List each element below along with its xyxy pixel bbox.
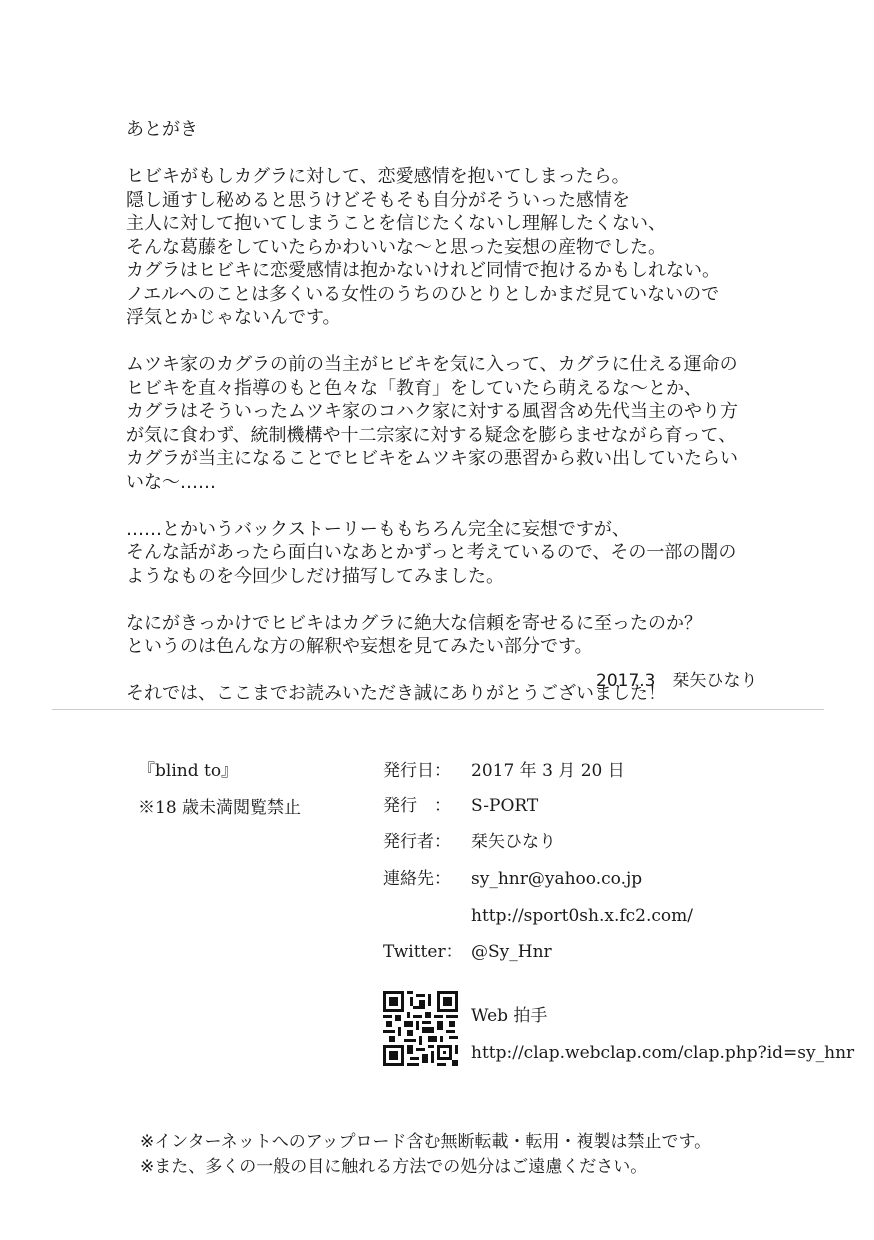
row-value: S-PORT [471, 796, 539, 816]
row-key: 発行 ： [383, 796, 451, 816]
book-title: 『blind to』 [138, 761, 239, 781]
colophon-row-author [383, 827, 556, 857]
row-key: 連絡先： [383, 869, 451, 889]
afterword-line: そんな話があったら面白いなあとかずっと考えているので、その一部の闇の [126, 542, 737, 563]
note-line: ※また、多くの一般の目に触れる方法での処分はご遠慮ください。 [140, 1157, 648, 1177]
signature: 2017.3 栞矢ひなり [596, 671, 758, 691]
webclap-link[interactable]: http://clap.webclap.com/clap.php?id=sy_hnr [471, 1043, 855, 1063]
colophon-row-twitter [383, 937, 552, 967]
row-key: 発行者： [383, 832, 451, 852]
paragraph-gap [126, 330, 806, 354]
afterword-line: いな〜…… [126, 471, 216, 493]
colophon-row-date [383, 756, 625, 786]
afterword-line: 浮気とかじゃないんです。 [126, 307, 341, 328]
paragraph-gap [126, 494, 806, 518]
colophon-row-publisher [383, 791, 538, 821]
colophon-row-contact [383, 864, 642, 894]
afterword-line: それでは、ここまでお読みいただき誠にありがとうございました！ [126, 683, 666, 704]
divider [52, 709, 824, 710]
afterword-line: カグラが当主になることでヒビキをムツキ家の悪習から救い出していたらい [126, 448, 738, 469]
afterword-line: ノエルへのことは多くいる女性のうちのひとりとしかまだ見ていないので [126, 283, 720, 305]
afterword-line: 主人に対して抱いてしまうことを信じたくないし理解したくない、 [126, 213, 666, 234]
afterword-line: ようなものを今回少しだけ描写してみました。 [126, 565, 504, 587]
afterword-line: ヒビキがもしカグラに対して、恋愛感情を抱いてしまったら。 [126, 166, 630, 187]
row-value: 栞矢ひなり [471, 832, 556, 852]
afterword-line: カグラはヒビキに恋愛感情は抱かないけれど同情で抱けるかもしれない。 [126, 260, 720, 281]
afterword-line: ムツキ家のカグラの前の当主がヒビキを気に入って、カグラに仕える運命の [126, 354, 738, 375]
webclap-label: Web 拍手 [471, 1006, 548, 1026]
afterword-line: 隠し通すし秘めると思うけどそもそも自分がそういった感情を [126, 189, 630, 211]
afterword-heading: あとがき [126, 119, 198, 140]
note-line: ※インターネットへのアップロード含む無断転載・転用・複製は禁止です。 [140, 1132, 712, 1152]
afterword-line: ヒビキを直々指導のもと色々な「教育」をしていたら萌えるな〜とか、 [126, 377, 702, 399]
row-key: Twitter： [383, 942, 463, 962]
colophon-row-website [383, 901, 693, 931]
twitter-handle[interactable]: @Sy_Hnr [471, 942, 552, 962]
row-key: 発行日： [383, 761, 451, 781]
afterword-line: そんな葛藤をしていたらかわいいな〜と思った妄想の産物でした。 [126, 236, 666, 258]
afterword-line: というのは色んな方の解釈や妄想を見てみたい部分です。 [126, 636, 593, 657]
copyright-notes [140, 1130, 711, 1180]
website-link[interactable]: http://sport0sh.x.fc2.com/ [471, 906, 693, 926]
afterword-line: が気に食わず、統制機構や十二宗家に対する疑念を膨らませながら育って、 [126, 424, 737, 446]
afterword [126, 118, 806, 706]
age-rating: ※18 歳未満閲覧禁止 [138, 798, 302, 818]
afterword-line: ……とかいうバックストーリーももちろん完全に妄想ですが、 [126, 518, 630, 540]
afterword-line: なにがきっかけでヒビキはカグラに絶大な信頼を寄せるに至ったのか？ [126, 612, 702, 634]
afterword-line: カグラはそういったムツキ家のコハク家に対する風習含め先代当主のやり方 [126, 401, 738, 422]
qr-code-icon [383, 991, 458, 1066]
row-value: 2017 年 3 月 20 日 [471, 761, 625, 781]
paragraph-gap [126, 588, 806, 612]
contact-email[interactable]: sy_hnr@yahoo.co.jp [471, 869, 643, 889]
colophon-left [138, 756, 301, 830]
